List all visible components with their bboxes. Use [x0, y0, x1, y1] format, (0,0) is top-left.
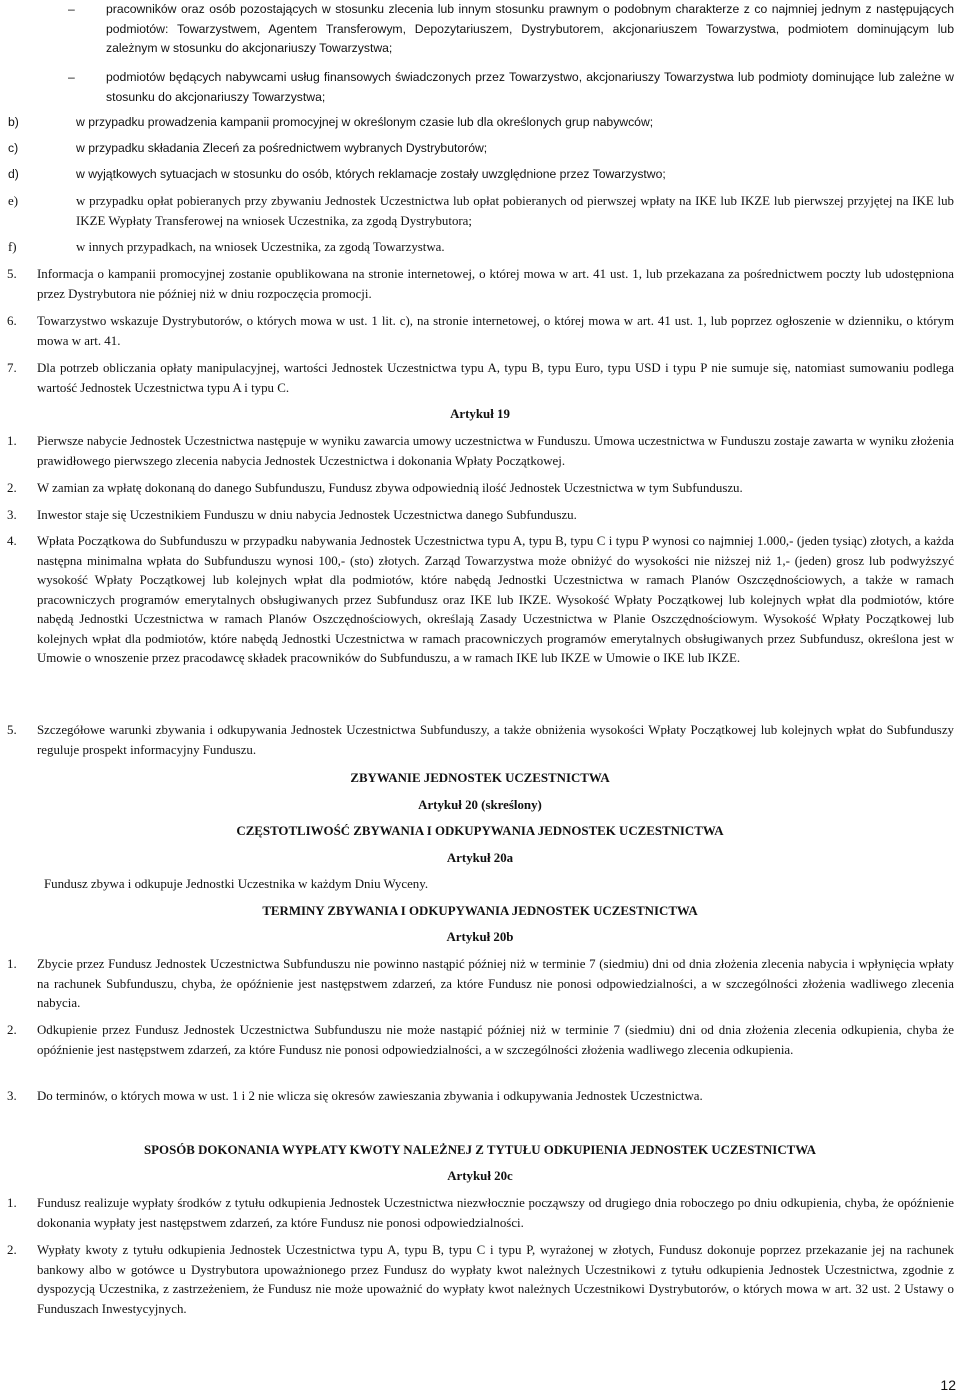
art20c-item-2: [0, 1241, 960, 1319]
article-20a-text: Fundusz zbywa i odkupuje Jednostki Uczestnika w każdym Dniu Wyceny.: [44, 877, 429, 891]
list-marker: 1.: [7, 1196, 17, 1210]
list-marker: 2.: [7, 1243, 17, 1257]
numbered-item-text: Do terminów, o których mowa w ust. 1 i 2 nie wlicza się okresów zawieszania zbywania i odkupywania Jednostek Uczestnictwa.: [37, 1089, 703, 1103]
list-marker: 4.: [7, 534, 17, 548]
letter-item-text: w innych przypadkach, na wniosek Uczestnika, za zgodą Towarzystwa.: [76, 240, 445, 254]
letter-item-text: w przypadku składania Zleceń za pośrednictwem wybranych Dystrybutorów;: [76, 141, 488, 155]
list-marker: 5.: [7, 267, 17, 281]
numbered-item-5: [0, 265, 960, 304]
list-marker: 1.: [7, 434, 17, 448]
numbered-item-text: W zamian za wpłatę dokonaną do danego Subfunduszu, Fundusz zbywa odpowiednią ilość Jednostek Uczestnictwa w tym Subfunduszu.: [37, 481, 743, 495]
list-marker: 3.: [7, 508, 17, 522]
numbered-item-text: Szczegółowe warunki zbywania i odkupywania Jednostek Uczestnictwa Subfunduszy, a także obniżenia wysokości Wpłaty Początkowej lub kolejnych wpłat do Subfunduszy reguluje prospekt informacyjny Funduszu.: [37, 723, 954, 757]
numbered-item-text: Towarzystwo wskazuje Dystrybutorów, o których mowa w ust. 1 lit. c), na stronie internetowej, o której mowa w art. 41 ust. 1, lub poprzez ogłoszenie w dzienniku, o którym mowa w art. 41.: [37, 314, 954, 348]
art19-item-2: [0, 479, 960, 499]
article-20c-heading: Artykuł 20c: [447, 1169, 513, 1183]
letter-item-e: [0, 192, 960, 231]
section-heading-wyplaty: SPOSÓB DOKONANIA WYPŁATY KWOTY NALEŻNEJ Z TYTUŁU ODKUPIENIA JEDNOSTEK UCZESTNICTWA: [144, 1143, 816, 1157]
list-marker: 6.: [7, 314, 17, 328]
numbered-item-text: Fundusz realizuje wypłaty środków z tytułu odkupienia Jednostek Uczestnictwa niezwłocznie począwszy od drugiego dnia roboczego po dniu odkupienia, chyba, że opóźnienie dokonania wypłaty jest następstwem zdarzeń, za które Fundusz nie ponosi odpowiedzialności.: [37, 1196, 954, 1230]
art19-item-3: [0, 506, 960, 526]
letter-item-b: [0, 113, 960, 133]
list-marker: 3.: [7, 1089, 17, 1103]
numbered-item-text: Pierwsze nabycie Jednostek Uczestnictwa następuje w wyniku zawarcia umowy uczestnictwa w Funduszu. Umowa uczestnictwa w Funduszu zostaje zawarta w wyniku złożenia prawidłowego pierwszego zlecenia nabycia Jednostek Uczestnictwa i dokonania Wpłaty Początkowej.: [37, 434, 954, 468]
numbered-item-6: [0, 312, 960, 351]
list-marker: 5.: [7, 723, 17, 737]
numbered-item-text: Wypłaty kwoty z tytułu odkupienia Jednostek Uczestnictwa typu A, typu B, typu C i typu P, wyrażonej w złotych, Fundusz dokonuje poprzez przekazanie jej na rachunek bankowy albo w gotówce u Dystrybutora upoważnionego przez Fundusz do wypłaty kwot należnych Uczestnikowi z tytułu odkupienia Jednostek Uczestnictwa, zgodnie z dyspozycją Uczestnika, z zastrzeżeniem, że Fundusz nie może upoważnić do wypłaty kwot należnych Uczestnikowi Dystrybutorów, o których mowa w art. 32 ust. 2 Ustawy o Funduszach Inwestycyjnych.: [37, 1243, 954, 1316]
dash-item-text: podmiotów będących nabywcami usług finansowych świadczonych przez Towarzystwo, akcjonariuszy Towarzystwa lub podmioty dominujące lub zależne w stosunku do akcjonariuszy Towarzystwa;: [106, 70, 954, 104]
numbered-item-text: Zbycie przez Fundusz Jednostek Uczestnictwa Subfunduszu nie powinno nastąpić później niż w terminie 7 (siedmiu) dni od dnia złożenia zlecenia nabycia i wpłynięcia wpłaty na rachunek Subfunduszu, chyba, że opóźnienie jest następstwem zdarzeń, za które Fundusz nie ponosi odpowiedzialności, a w szczególności złożenia wadliwego zlecenia nabycia.: [37, 957, 954, 1010]
art20b-item-1: [0, 955, 960, 1014]
section-heading-terminy: TERMINY ZBYWANIA I ODKUPYWANIA JEDNOSTEK UCZESTNICTWA: [262, 904, 698, 918]
letter-item-text: w przypadku opłat pobieranych przy zbywaniu Jednostek Uczestnictwa lub opłat pobieranych od pierwszej wpłaty na IKE lub IKZE lub pierwszej przyjętej na IKE lub IKZE Wypłaty Transferowej na wniosek Uczestnika, za zgodą Dystrybutora;: [76, 194, 954, 228]
dash-item: [0, 0, 960, 59]
list-marker: –: [68, 70, 75, 84]
dash-item: [0, 68, 960, 107]
art19-item-4: [0, 532, 960, 669]
art19-item-5: [0, 721, 960, 760]
list-marker: b): [8, 115, 19, 129]
section-heading-zbywanie: ZBYWANIE JEDNOSTEK UCZESTNICTWA: [350, 771, 610, 785]
numbered-item-text: Odkupienie przez Fundusz Jednostek Uczestnictwa Subfunduszu nie może nastąpić później niż w terminie 7 (siedmiu) dni od dnia złożenia zlecenia odkupienia, chyba że opóźnienie jest następstwem zdarzeń, za które Fundusz nie ponosi odpowiedzialności, a w szczególności złożenia wadliwego zlecenia odkupienia.: [37, 1023, 954, 1057]
dash-list: [0, 0, 960, 59]
list-marker: –: [68, 2, 75, 16]
list-marker: 7.: [7, 361, 17, 375]
letter-item-c: [0, 139, 960, 159]
letter-item-d: [0, 165, 960, 185]
article-20b-heading: Artykuł 20b: [446, 930, 514, 944]
numbered-item-text: Inwestor staje się Uczestnikiem Funduszu w dniu nabycia Jednostek Uczestnictwa danego Subfunduszu.: [37, 508, 577, 522]
article-19-heading: Artykuł 19: [450, 407, 510, 421]
numbered-item-text: Dla potrzeb obliczania opłaty manipulacyjnej, wartości Jednostek Uczestnictwa typu A, typu B, typu Euro, typu USD i typu P nie sumuje się, natomiast sumowaniu podlega wartość Jednostek Uczestnictwa typu A i typu C.: [37, 361, 954, 395]
art20c-item-1: [0, 1194, 960, 1233]
letter-item-f: [0, 238, 960, 258]
list-marker: 2.: [7, 1023, 17, 1037]
letter-item-text: w przypadku prowadzenia kampanii promocyjnej w określonym czasie lub dla określonych grup nabywców;: [76, 115, 654, 129]
numbered-item-7: [0, 359, 960, 398]
list-marker: e): [8, 194, 19, 208]
list-marker: d): [8, 167, 19, 181]
section-heading-czestotliwosc: CZĘSTOTLIWOŚĆ ZBYWANIA I ODKUPYWANIA JEDNOSTEK UCZESTNICTWA: [236, 824, 724, 838]
art19-item-1: [0, 432, 960, 471]
article-20-heading: Artykuł 20 (skreślony): [418, 798, 542, 812]
letter-item-text: w wyjątkowych sytuacjach w stosunku do osób, których reklamacje zostały uwzględnione przez Towarzystwo;: [76, 167, 666, 181]
numbered-item-text: Informacja o kampanii promocyjnej zostanie opublikowana na stronie internetowej, o której mowa w art. 41 ust. 1, lub przekazana za pośrednictwem poczty lub udostępniona przez Dystrybutora nie później niż w dniu rozpoczęcia promocji.: [37, 267, 954, 301]
list-marker: c): [8, 141, 19, 155]
list-marker: f): [8, 240, 17, 254]
article-20a-heading: Artykuł 20a: [446, 851, 514, 865]
art20b-item-2: [0, 1021, 960, 1060]
numbered-item-text: Wpłata Początkowa do Subfunduszu w przypadku nabywania Jednostek Uczestnictwa typu A, typu B, typu C i typu P wynosi co najmniej 1.000,- (jeden tysiąc) złotych, a każda następna minimalna wpłata do Subfunduszu wynosi 100,- (sto) złotych. Zarząd Towarzystwa może obniżyć do wysokości nie niższej niż 1,- (jeden) grosz lub podwyższyć wysokość Wpłaty Początkowej lub kolejnych wpłat dla podmiotów, które nabędą Jednostki Uczestnictwa w ramach Planów Oszczędnościowych, a także w ramach pracowniczych programów emerytalnych obsługiwanych przez Subfundusz oraz IKE lub IKZE. Wysokość Wpłaty Początkowej lub kolejnych wpłat dla podmiotów, które nabędą Jednostki Uczestnictwa w ramach Planów Oszczędnościowych, określają Zasady Uczestnictwa w Planie Oszczędnościowym. Wysokość Wpłaty Początkowej lub kolejnych wpłat dla podmiotów, które nabędą Jednostki Uczestnictwa w ramach pracowniczych programów emerytalnych obsługiwanych przez Subfundusz, określona jest w Umowie o wnoszenie przez pracodawcę składek pracowników do Subfunduszu, a w ramach IKE lub IKZE w Umowie o IKE lub IKZE.: [37, 534, 954, 665]
list-marker: 2.: [7, 481, 17, 495]
dash-list-2: [0, 68, 960, 107]
art20b-item-3: [0, 1087, 960, 1107]
page-number: 12: [940, 1377, 956, 1393]
dash-item-text: pracowników oraz osób pozostających w stosunku zlecenia lub innym stosunku prawnym o podobnym charakterze z co najmniej jednym z następujących podmiotów: Towarzystwem, Agentem Transferowym, Depozytariuszem, Dystrybutorem, akcjonariuszem Towarzystwa, podmiotem dominującym lub zależnym w stosunku do akcjonariuszy Towarzystwa;: [106, 2, 954, 55]
list-marker: 1.: [7, 957, 17, 971]
